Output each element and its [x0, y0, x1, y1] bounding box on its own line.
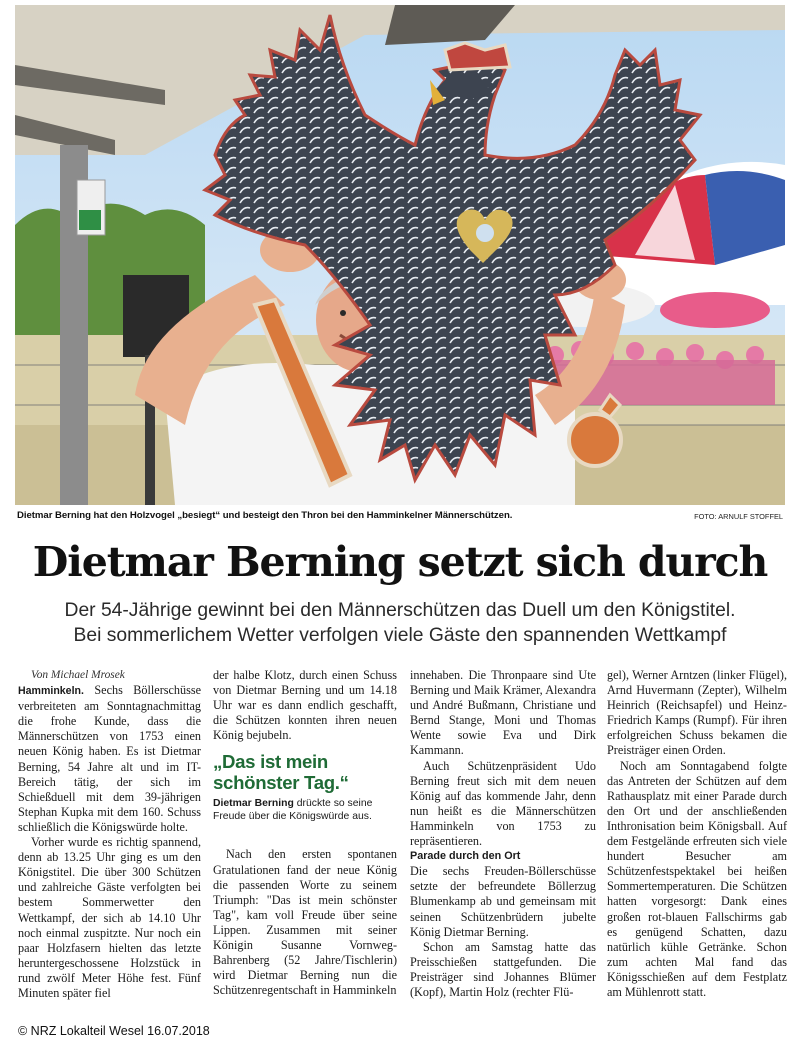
- dateline: Hamminkeln.: [18, 685, 84, 698]
- pull-quote-text: „Das ist mein schönster Tag.“: [213, 751, 349, 794]
- paragraph-text: Sechs Böllerschüsse verbreiteten am Sonntagnachmittag die frohe Kunde, dass die Männerschützen von 1753 einen neuen König haben. Es ist Dietmar Berning, 54 Jahre alt und im IT-Bereich tätig, der sich im Schießduell mit dem 39-jährigen Stephan Kupka mit dem 160. Schuss schließlich die Königswürde holte.: [18, 683, 201, 834]
- article-photo: [15, 5, 785, 505]
- photo-credit: FOTO: ARNULF STOFFEL: [694, 512, 783, 521]
- paragraph: Nach den ersten spontanen Gratulationen fand der neue König die passenden Worte zu seinem Triumph: "Das ist mein schönster Tag", kam voll Freude über seine Lippen. Zusammen mit seiner Königin Susanne Vornweg-Bahrenberg (52 Jahre/Tischlerin) wird Dietmar Berning nun die Schützenregentschaft in Hamminkeln: [213, 847, 397, 998]
- article-column-4: [607, 668, 787, 1000]
- paragraph: Schon am Samstag hatte das Preisschießen stattgefunden. Die Preisträger sind Johannes Blümer (Kopf), Martin Holz (rechter Flü-: [410, 939, 596, 999]
- subline-1: Der 54-Jährige gewinnt bei den Männerschützen das Duell um den Königstitel.: [64, 600, 736, 621]
- photo-caption: Dietmar Berning hat den Holzvogel „besiegt“ und besteigt den Thron bei den Hamminkelner Männerschützen.: [17, 510, 513, 521]
- article-column-2: [213, 668, 397, 998]
- subline-2: Bei sommerlichem Wetter verfolgen viele Gäste den spannenden Wettkampf: [73, 625, 727, 646]
- pull-quote-rest: drückte so seine Freude über die Königswürde aus.: [213, 798, 373, 823]
- byline: Von Michael Mrosek: [31, 669, 125, 681]
- photo-illustration: [15, 5, 785, 505]
- article-column-1: [18, 668, 201, 1001]
- subheading: Parade durch den Ort: [410, 850, 521, 863]
- source-footer: © NRZ Lokalteil Wesel 16.07.2018: [18, 1024, 213, 1038]
- headline: Dietmar Berning setzt sich durch: [32, 538, 768, 586]
- paragraph: innehaben. Die Thronpaare sind Ute Berning und Maik Krämer, Alexandra und André Bußmann, Christiane und Bernd Stange, Moni und Thomas Wente sowie Eva und Dirk Kammann.: [410, 668, 596, 758]
- paragraph: Auch Schützenpräsident Udo Berning freut sich mit dem neuen König auf das kommende Jahr, denn nun heißt es die Männerschützen Hamminkeln von 1753 zu repräsentieren.: [410, 758, 596, 849]
- pull-quote-name: Dietmar Berning: [213, 798, 294, 810]
- pull-quote: [213, 751, 397, 823]
- paragraph: der halbe Klotz, durch einen Schuss von Dietmar Berning und um 14.18 Uhr war es dann endlich geschafft, die Schützen konnten ihren neuen König bejubeln.: [213, 668, 397, 743]
- article-column-3: [410, 668, 596, 1000]
- paragraph: Die sechs Freuden-Böllerschüsse setzte der befreundete Böllerzug Blumenkamp ab und gemeinsam mit seinen Schützenbrüdern jubelte König Dietmar Berning.: [410, 864, 596, 939]
- paragraph: [18, 683, 201, 835]
- paragraph: gel), Werner Arntzen (linker Flügel), Arnd Huvermann (Zepter), Wilhelm Heinrich (Reichsapfel) und Heinz-Friedrich Kamps (Rumpf). Für ihren erfolgreichen Schuss bekamen die Preisträger einen Orden.: [607, 668, 787, 758]
- photo-caption-row: [15, 508, 785, 524]
- pull-quote-attribution: [213, 797, 397, 823]
- paragraph: Noch am Sonntagabend folgte das Antreten der Schützen auf dem Rathausplatz mit einer Parade durch den Ort und der anschließenden Inthronisation beim Königsball. Auf dem Festgelände erfreuten sich viele hundert Besucher am Schützenfestspektakel bei heißen Sommertemperaturen. Die Schützen hatten vorgesorgt: Dank eines großen rot-blauen Fallschirms gab es genügend Schatten, dazu natürlich kühle Getränke. Schon zum achten Mal fand das Königsschießen auf dem Festplatz am Mühlenrott statt.: [607, 758, 787, 999]
- paragraph: Vorher wurde es richtig spannend, denn ab 13.25 Uhr ging es um den Königstitel. Die über 300 Schützen und zahlreiche Gäste verfolgten bei bestem Sommerwetter den Wettkampf, der sich ab 14.10 Uhr noch einmal zuspitzte. Nur noch ein paar Holzfasern hielten das letzte heruntergeschossene Holzstück in rund zwölf Meter Höhe fest. Fünf Minuten später fiel: [18, 835, 201, 1000]
